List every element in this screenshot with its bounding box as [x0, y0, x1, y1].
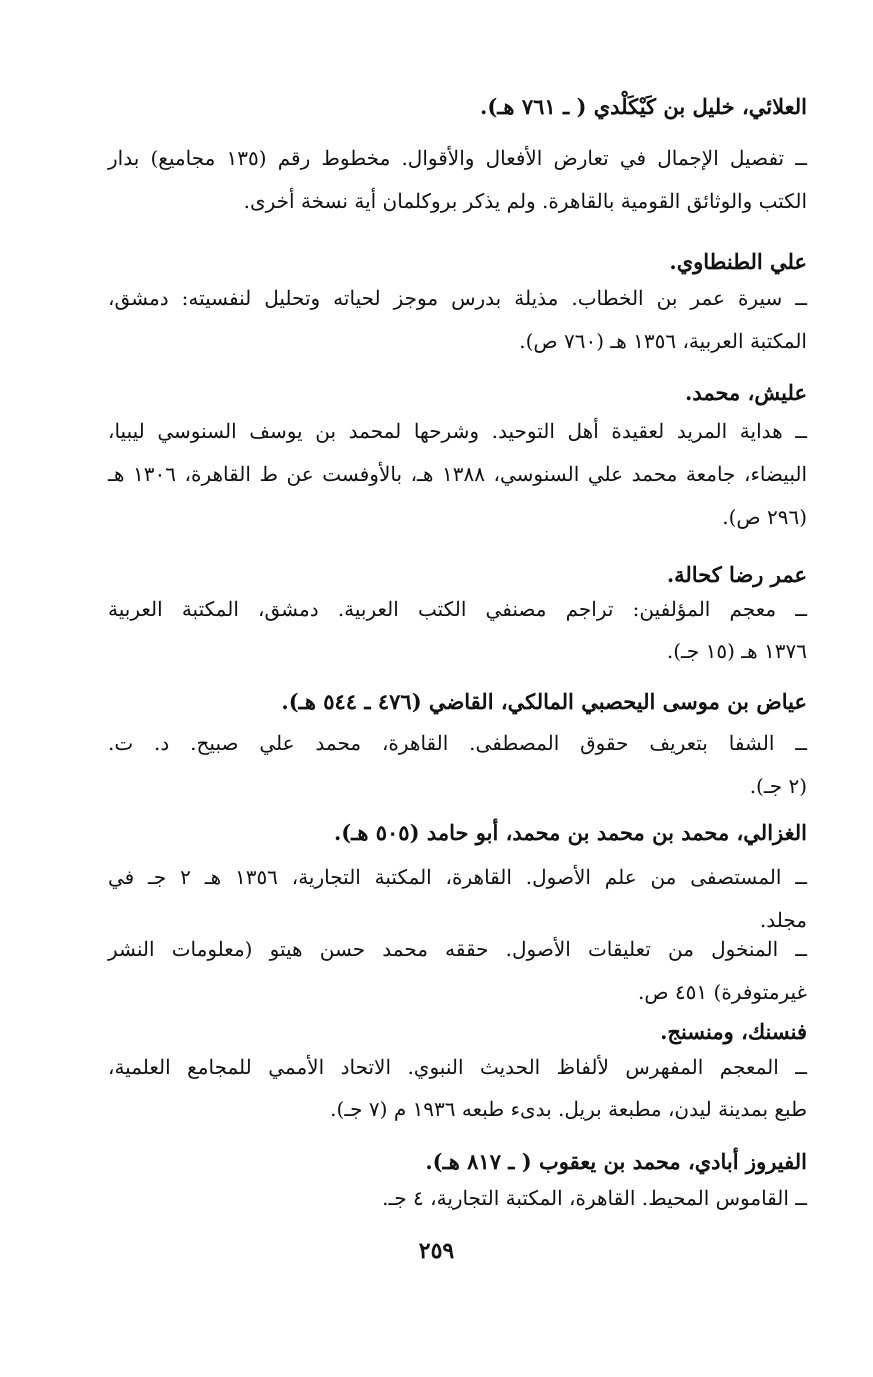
- entry-line: ــ الشفا بتعريف حقوق المصطفى. القاهرة، محمد علي صبيح. د. ت.: [108, 731, 807, 755]
- entry-line: ــ معجم المؤلفين: تراجم مصنفي الكتب العربية. دمشق، المكتبة العربية: [108, 597, 807, 621]
- entry-line: (٢ جـ).: [749, 774, 807, 798]
- entry-line: غيرمتوفرة) ٤٥١ ص.: [638, 980, 807, 1004]
- entry-line: ــ المنخول من تعليقات الأصول. حققه محمد حسن هيتو (معلومات النشر: [108, 937, 807, 961]
- entry-line: (٢٩٦ ص).: [722, 505, 807, 529]
- entry-heading: فنسنك، ومنسنج.: [660, 1019, 807, 1044]
- entry-line: ــ هداية المريد لعقيدة أهل التوحيد. وشرحها لمحمد بن يوسف السنوسي ليبيا،: [108, 419, 807, 443]
- entry-heading: عليش، محمد.: [685, 380, 807, 405]
- entry-heading: عمر رضا كحالة.: [666, 562, 807, 587]
- page-number: ٢٥٩: [418, 1238, 455, 1264]
- entry-line: ١٣٧٦ هـ (١٥ جـ).: [666, 639, 807, 663]
- entry-line: الكتب والوثائق القومية بالقاهرة. ولم يذكر بروكلمان أية نسخة أخرى.: [243, 189, 807, 213]
- entry-line: ــ القاموس المحيط. القاهرة، المكتبة التجارية، ٤ جـ.: [382, 1186, 807, 1210]
- entry-line: البيضاء، جامعة محمد علي السنوسي، ١٣٨٨ هـ، بالأوفست عن ط القاهرة، ١٣٠٦ هـ: [108, 462, 807, 486]
- entry-heading: الفيروز أبادي، محمد بن يعقوب ( ـ ٨١٧ هـ).: [425, 1149, 807, 1174]
- entry-line: طبع بمدينة ليدن، مطبعة بريل. بدىء طبعه ١٩٣٦ م (٧ جـ).: [330, 1097, 807, 1121]
- entry-line: ــ المعجم المفهرس لألفاظ الحديث النبوي. الاتحاد الأممي للمجامع العلمية،: [108, 1055, 807, 1079]
- entry-heading: علي الطنطاوي.: [669, 249, 807, 274]
- entry-heading: العلائي، خليل بن كَيْكَلْدي ( ـ ٧٦١ هـ).: [480, 94, 807, 119]
- entry-line: ــ سيرة عمر بن الخطاب. مذيلة بدرس موجز لحياته وتحليل لنفسيته: دمشق،: [108, 286, 807, 310]
- entry-line: المكتبة العربية، ١٣٥٦ هـ (٧٦٠ ص).: [519, 329, 807, 353]
- entry-heading: عياض بن موسى اليحصبي المالكي، القاضي (٤٧٦ ـ ٥٤٤ هـ).: [281, 689, 807, 714]
- entry-line: مجلد.: [759, 908, 807, 932]
- entry-line: ــ تفصيل الإجمال في تعارض الأفعال والأقوال. مخطوط رقم (١٣٥ مجاميع) بدار: [108, 146, 808, 170]
- entry-heading: الغزالي، محمد بن محمد بن محمد، أبو حامد (٥٠٥ هـ).: [333, 820, 807, 845]
- entry-line: ــ المستصفى من علم الأصول. القاهرة، المكتبة التجارية، ١٣٥٦ هـ ٢ جـ في: [108, 865, 808, 889]
